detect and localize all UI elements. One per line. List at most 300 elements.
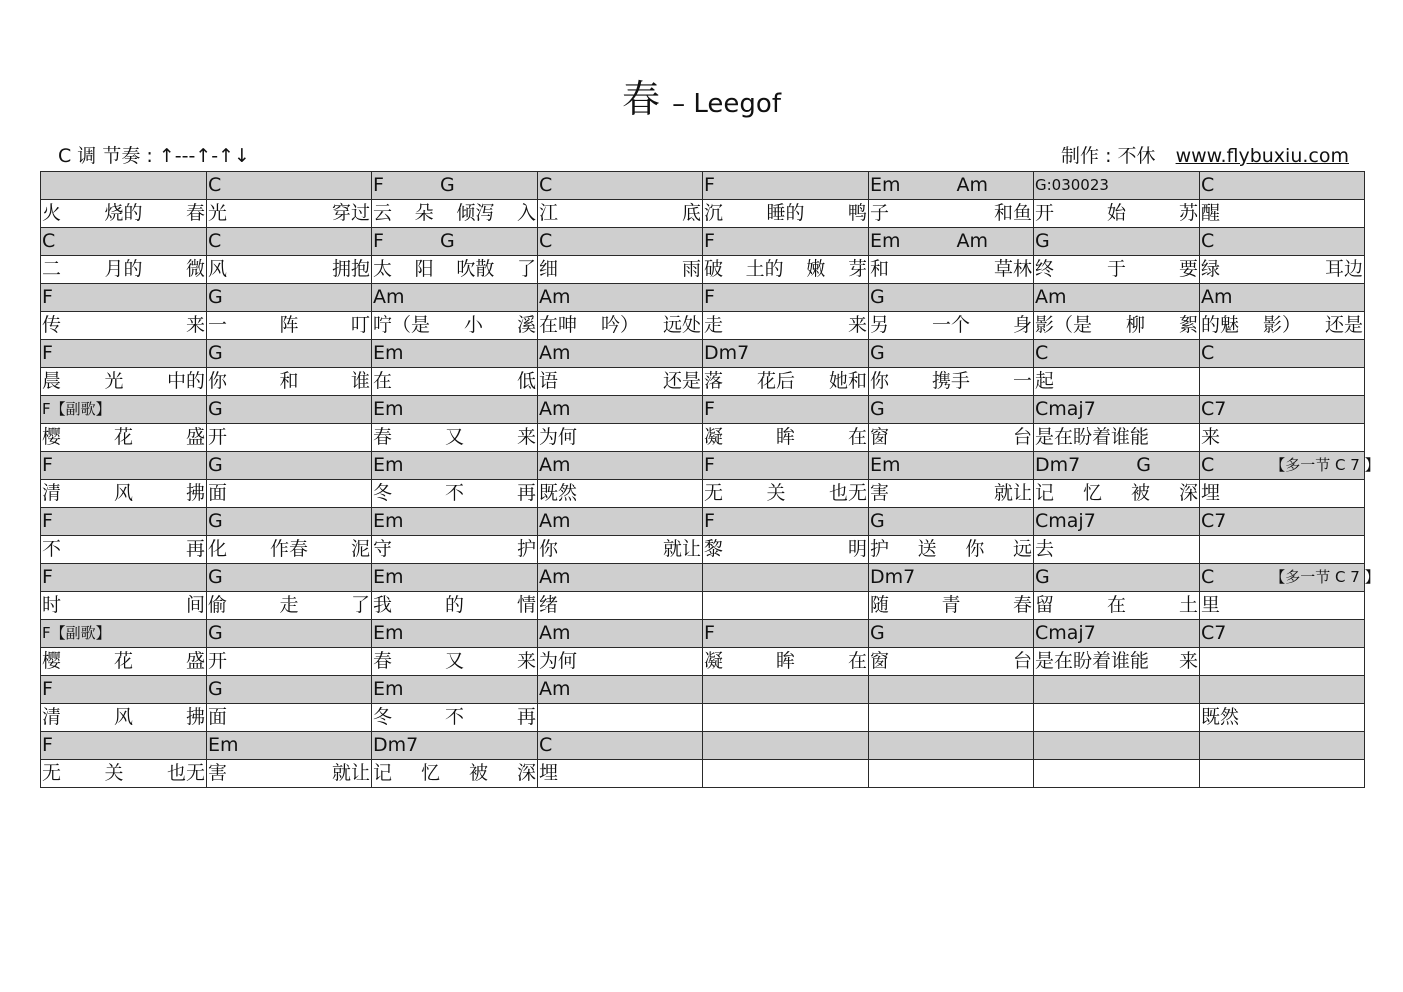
lyric-cell	[1034, 480, 1200, 508]
lyric-text: 作春	[269, 538, 308, 560]
chord-cell	[703, 676, 869, 704]
chord-symbol: F	[42, 286, 53, 308]
lyric-text: 谁	[350, 370, 370, 392]
lyric-text: 你	[870, 370, 890, 392]
lyric-cell	[703, 592, 869, 620]
lyric-text: 低	[516, 370, 536, 392]
chord-cell	[41, 676, 207, 704]
lyric-text: 倾泻	[456, 202, 495, 224]
lyric-text: 破	[704, 258, 724, 280]
chord-cell	[869, 620, 1034, 648]
chord-cell	[869, 396, 1034, 424]
lyric-text: 开	[208, 426, 228, 448]
chord-cell	[1200, 172, 1365, 200]
lyric-text: 清	[42, 706, 62, 728]
lyric-text: 醒	[1201, 202, 1221, 224]
lyric-cell	[703, 424, 869, 452]
chord-symbol: C	[42, 230, 56, 252]
chord-cell	[207, 452, 372, 480]
chord-symbol: C	[208, 230, 222, 252]
lyric-cell	[1034, 368, 1200, 396]
chord-symbol: F	[704, 230, 715, 252]
chord-symbol: G	[439, 174, 455, 196]
lyric-text: 樱	[42, 426, 62, 448]
lyric-text: 窗	[870, 650, 890, 672]
chord-cell	[869, 564, 1034, 592]
chord-symbol: F	[704, 398, 715, 420]
lyric-cell	[41, 200, 207, 228]
lyric-cell	[869, 368, 1034, 396]
lyric-text: 云	[373, 202, 393, 224]
lyric-text: 护	[516, 538, 536, 560]
lyric-text: 拂	[185, 706, 205, 728]
lyric-cell	[538, 200, 703, 228]
lyric-cell	[869, 256, 1034, 284]
chord-row	[41, 228, 1365, 256]
lyric-text: 土的	[745, 258, 784, 280]
lyric-text: 终	[1035, 258, 1055, 280]
lyric-text: 和鱼	[993, 202, 1032, 224]
lyric-text: 被	[1130, 482, 1150, 504]
lyric-text: 始	[1106, 202, 1126, 224]
chord-symbol: G	[208, 566, 223, 588]
lyric-cell	[869, 592, 1034, 620]
lyric-cell	[207, 256, 372, 284]
chord-symbol: G	[870, 622, 885, 644]
chord-symbol: C	[1201, 174, 1215, 196]
lyric-text: 苏	[1178, 202, 1198, 224]
chord-symbol: Em	[373, 342, 404, 364]
lyric-text: 随	[870, 594, 890, 616]
lyric-text: 溪	[516, 314, 536, 336]
chord-symbol: C	[1201, 342, 1215, 364]
chord-cell	[372, 228, 538, 256]
lyric-text: 绿	[1201, 258, 1221, 280]
lyric-cell	[703, 648, 869, 676]
chord-cell	[41, 172, 207, 200]
lyric-text: 月的	[104, 258, 143, 280]
lyric-cell	[703, 536, 869, 564]
lyric-cell	[703, 256, 869, 284]
lyric-cell	[41, 648, 207, 676]
lyric-text: 落	[704, 370, 724, 392]
lyric-text: 无	[704, 482, 724, 504]
lyric-text: 拂	[185, 482, 205, 504]
lyric-cell	[372, 704, 538, 732]
chord-cell	[1200, 732, 1365, 760]
chord-symbol: Am	[539, 342, 571, 364]
lyric-text: 盛	[185, 650, 205, 672]
lyric-text: 烧的	[104, 202, 143, 224]
chord-symbol: Dm7	[1035, 454, 1081, 476]
lyric-cell	[703, 368, 869, 396]
chord-cell	[1034, 620, 1200, 648]
lyric-cell	[41, 368, 207, 396]
chord-symbol: F	[704, 174, 715, 196]
lyric-text: 盛	[185, 426, 205, 448]
lyric-text: 害	[870, 482, 890, 504]
lyric-text: 埋	[539, 762, 559, 784]
chord-symbol: F	[704, 454, 715, 476]
chord-symbol: C7	[1201, 398, 1227, 420]
chord-cell	[538, 564, 703, 592]
lyric-text: 晨	[42, 370, 62, 392]
chord-cell	[1200, 508, 1365, 536]
chord-cell	[1034, 340, 1200, 368]
lyric-row	[41, 312, 1365, 340]
chord-cell	[1034, 732, 1200, 760]
lyric-text: 走	[279, 594, 299, 616]
chord-symbol: Am	[373, 286, 405, 308]
chord-symbol: Am	[539, 678, 571, 700]
lyric-text: 是在盼着谁能	[1035, 426, 1150, 448]
lyric-cell	[1200, 536, 1365, 564]
lyric-text: 的	[444, 594, 464, 616]
lyric-row	[41, 200, 1365, 228]
lyric-row	[41, 256, 1365, 284]
lyric-text: 起	[1035, 370, 1055, 392]
lyric-text: 明	[847, 538, 867, 560]
chord-cell	[538, 172, 703, 200]
lyric-text: 一个	[931, 314, 970, 336]
chord-row	[41, 508, 1365, 536]
lyric-cell	[1200, 368, 1365, 396]
chord-cell	[1200, 452, 1380, 480]
chord-cell	[372, 340, 538, 368]
chord-symbol: Cmaj7	[1035, 622, 1096, 644]
lyric-text: 语	[539, 370, 559, 392]
chord-symbol: Em	[373, 678, 404, 700]
lyric-row	[41, 424, 1365, 452]
lyric-text: 你	[208, 370, 228, 392]
chord-cell	[538, 228, 703, 256]
lyric-text: 花	[113, 650, 133, 672]
lyric-cell	[1200, 256, 1365, 284]
song-title	[0, 76, 1403, 127]
lyric-text: 害	[208, 762, 228, 784]
chord-symbol: Am	[956, 230, 989, 252]
lyric-cell	[372, 256, 538, 284]
chord-symbol: Cmaj7	[1035, 510, 1096, 532]
lyric-cell	[869, 760, 1034, 788]
lyric-cell	[372, 536, 538, 564]
lyric-cell	[538, 760, 703, 788]
lyric-text: 守	[373, 538, 393, 560]
chord-symbol: F	[42, 342, 53, 364]
lyric-text: 阵	[279, 314, 299, 336]
chord-symbol: F	[42, 734, 53, 756]
chord-symbol: G	[208, 286, 223, 308]
chord-cell	[207, 620, 372, 648]
lyric-cell	[869, 536, 1034, 564]
chord-symbol: C	[539, 734, 553, 756]
lyric-text: 也无	[166, 762, 205, 784]
chord-cell	[1034, 228, 1200, 256]
chord-symbol: F	[42, 510, 53, 532]
lyric-cell	[372, 200, 538, 228]
lyric-text: 深	[1178, 482, 1198, 504]
chord-cell	[1034, 452, 1200, 480]
chord-cell	[538, 508, 703, 536]
lyric-text: 你	[965, 538, 985, 560]
lyric-text: 也无	[828, 482, 867, 504]
lyric-text: 和	[870, 258, 890, 280]
chord-cell	[207, 228, 372, 256]
chord-cell	[1034, 508, 1200, 536]
lyric-cell	[1200, 592, 1365, 620]
lyric-cell	[41, 536, 207, 564]
lyric-text: 深	[516, 762, 536, 784]
song-artist: – Leegof	[672, 89, 781, 119]
chord-row	[41, 340, 1365, 368]
lyric-text: 开	[1035, 202, 1055, 224]
lyric-text: 影（是	[1035, 314, 1093, 336]
chord-cell	[41, 508, 207, 536]
lyric-text: 柳	[1125, 314, 1145, 336]
chord-cell	[207, 284, 372, 312]
lyric-text: 去	[1035, 538, 1055, 560]
chord-cell	[703, 452, 869, 480]
chord-cell	[538, 340, 703, 368]
lyric-row	[41, 760, 1365, 788]
chord-symbol: G	[870, 286, 885, 308]
lyric-text: 再	[516, 482, 536, 504]
lyric-text: 清	[42, 482, 62, 504]
lyric-cell	[1034, 256, 1200, 284]
chord-symbol: Em	[208, 734, 239, 756]
lyric-text: 雨	[681, 258, 701, 280]
lyric-text: 在	[373, 370, 393, 392]
chord-cell	[869, 284, 1034, 312]
lyric-text: 再	[185, 538, 205, 560]
lyric-text: 窗	[870, 426, 890, 448]
chord-symbol: Em	[373, 510, 404, 532]
chord-symbol: F	[42, 566, 53, 588]
chord-symbol: C	[1201, 566, 1215, 588]
lyric-text: 护	[870, 538, 890, 560]
lyric-cell	[207, 536, 372, 564]
lyric-text: 微	[185, 258, 205, 280]
author-credit: 制作 : 不休	[1061, 145, 1156, 167]
chord-cell	[207, 396, 372, 424]
chord-cell	[41, 228, 207, 256]
lyric-text: 子	[870, 202, 890, 224]
chord-row	[41, 172, 1365, 200]
lyric-text: 凝	[704, 426, 724, 448]
lyric-cell	[703, 760, 869, 788]
chord-symbol: F【副歌】	[42, 624, 111, 642]
lyric-text: 小	[463, 314, 483, 336]
chord-symbol: Em	[870, 454, 901, 476]
lyric-text: 眸	[775, 426, 795, 448]
lyric-cell	[869, 648, 1034, 676]
chord-cell	[703, 340, 869, 368]
chord-cell	[372, 508, 538, 536]
lyric-text: 和	[279, 370, 299, 392]
lyric-text: 就让	[331, 762, 370, 784]
lyric-text: 光	[104, 370, 124, 392]
lyric-text: 花后	[756, 370, 795, 392]
lyric-text: 草林	[993, 258, 1032, 280]
lyric-text: 又	[444, 426, 464, 448]
lyric-text: 远处	[662, 314, 701, 336]
lyric-text: 记	[1035, 482, 1055, 504]
chord-cell	[1200, 228, 1365, 256]
chord-cell	[1200, 676, 1365, 704]
chord-cell	[703, 228, 869, 256]
chord-cell	[538, 676, 703, 704]
chord-cell	[207, 732, 372, 760]
lyric-text: 中的	[166, 370, 205, 392]
lyric-text: 又	[444, 650, 464, 672]
chord-cell	[538, 396, 703, 424]
credit-line	[1061, 141, 1349, 168]
lyric-cell	[1200, 760, 1365, 788]
lyric-text: 在	[847, 426, 867, 448]
lyric-text: 风	[113, 482, 133, 504]
chord-symbol: G	[870, 398, 885, 420]
lyric-text: 既然	[1201, 706, 1240, 728]
chord-cell	[207, 508, 372, 536]
chord-cell	[372, 564, 538, 592]
lyric-text: 太	[373, 258, 393, 280]
lyric-text: 另	[870, 314, 890, 336]
key-rhythm-info: C 调 节奏 : ↑---↑-↑↓	[58, 145, 250, 167]
chord-row	[41, 284, 1365, 312]
lyric-text: 底	[681, 202, 701, 224]
lyric-text: 关	[766, 482, 786, 504]
lyric-text: 春	[373, 426, 393, 448]
lyric-text: 芽	[847, 258, 867, 280]
lyric-text: 台	[1012, 426, 1032, 448]
chord-symbol: Em	[870, 174, 901, 196]
lyric-text: 土	[1178, 594, 1198, 616]
chord-symbol: Am	[539, 286, 571, 308]
lyric-cell	[703, 312, 869, 340]
lyric-cell	[41, 256, 207, 284]
chord-symbol: C	[1201, 454, 1215, 476]
lyric-text: 樱	[42, 650, 62, 672]
chord-cell	[1200, 396, 1365, 424]
lyric-cell	[372, 760, 538, 788]
lyric-text: 吟）	[600, 314, 639, 336]
chord-cell	[703, 564, 869, 592]
lyric-text: 风	[113, 706, 133, 728]
chord-cell	[41, 396, 207, 424]
lyric-cell	[207, 424, 372, 452]
chord-symbol: G	[208, 678, 223, 700]
chord-cell	[207, 340, 372, 368]
lyric-text: 忆	[1082, 482, 1102, 504]
chord-symbol: G	[208, 398, 223, 420]
lyric-text: 青	[941, 594, 961, 616]
lyric-cell	[538, 368, 703, 396]
lyric-text: 情	[516, 594, 536, 616]
lyric-cell	[372, 592, 538, 620]
chord-cell	[41, 452, 207, 480]
chord-symbol: Am	[539, 566, 571, 588]
chord-symbol: Em	[373, 398, 404, 420]
chord-cell	[703, 284, 869, 312]
lyric-cell	[1200, 200, 1365, 228]
lyric-text: 春	[1012, 594, 1032, 616]
lyric-text: 眸	[775, 650, 795, 672]
lyric-text: 身	[1012, 314, 1032, 336]
chord-symbol: Dm7	[704, 342, 750, 364]
chord-cell	[372, 452, 538, 480]
lyric-text: 为何	[539, 650, 578, 672]
lyric-row	[41, 480, 1365, 508]
lyric-text: 开	[208, 650, 228, 672]
lyric-cell	[1034, 592, 1200, 620]
chord-cell	[372, 732, 538, 760]
chord-cell	[869, 508, 1034, 536]
lyric-cell	[538, 592, 703, 620]
lyric-row	[41, 536, 1365, 564]
lyric-cell	[41, 704, 207, 732]
chord-symbol: F【副歌】	[42, 400, 111, 418]
lyric-text: 不	[444, 706, 464, 728]
chord-cell	[869, 676, 1034, 704]
lyric-text: 在	[847, 650, 867, 672]
lyric-cell	[372, 424, 538, 452]
lyric-row	[41, 368, 1365, 396]
chord-cell	[1200, 340, 1365, 368]
lyric-text: 来	[1178, 650, 1198, 672]
chord-symbol: G	[1035, 566, 1050, 588]
chord-cell	[207, 676, 372, 704]
chord-symbol: Em	[870, 230, 901, 252]
chord-symbol: C	[1201, 230, 1215, 252]
lyric-text: 记	[373, 762, 393, 784]
chord-cell	[703, 732, 869, 760]
chord-symbol: G	[208, 342, 223, 364]
lyric-cell	[1200, 704, 1365, 732]
lyric-text: 一	[1012, 370, 1032, 392]
lyric-text: 风	[208, 258, 228, 280]
chord-cell	[869, 228, 1034, 256]
lyric-text: 春	[185, 202, 205, 224]
lyric-text: 泥	[350, 538, 370, 560]
chord-symbol: C	[208, 174, 222, 196]
chord-symbol: F	[704, 510, 715, 532]
lyric-text: 火	[42, 202, 62, 224]
lyric-cell	[372, 648, 538, 676]
lyric-cell	[1034, 760, 1200, 788]
chord-symbol: F	[373, 174, 384, 196]
lyric-row	[41, 592, 1365, 620]
chord-row	[41, 564, 1365, 592]
lyric-text: 睡的	[766, 202, 805, 224]
lyric-text: 光	[208, 202, 228, 224]
lyric-text: 鸭	[847, 202, 867, 224]
lyric-text: 为何	[539, 426, 578, 448]
lyric-text: 她和	[828, 370, 867, 392]
lyric-cell	[41, 592, 207, 620]
chord-cell	[869, 732, 1034, 760]
chord-cell	[1034, 172, 1200, 200]
lyric-text: 要	[1178, 258, 1198, 280]
chord-symbol: G	[1136, 454, 1151, 476]
lyric-cell	[207, 480, 372, 508]
lyric-text: 嫩	[806, 258, 826, 280]
lyric-text: 咛（是	[373, 314, 431, 336]
chord-cell	[1034, 284, 1200, 312]
website-link[interactable]: www.flybuxiu.com	[1175, 145, 1349, 167]
chord-symbol: F	[704, 286, 715, 308]
chord-cell	[372, 172, 538, 200]
lyric-cell	[869, 480, 1034, 508]
